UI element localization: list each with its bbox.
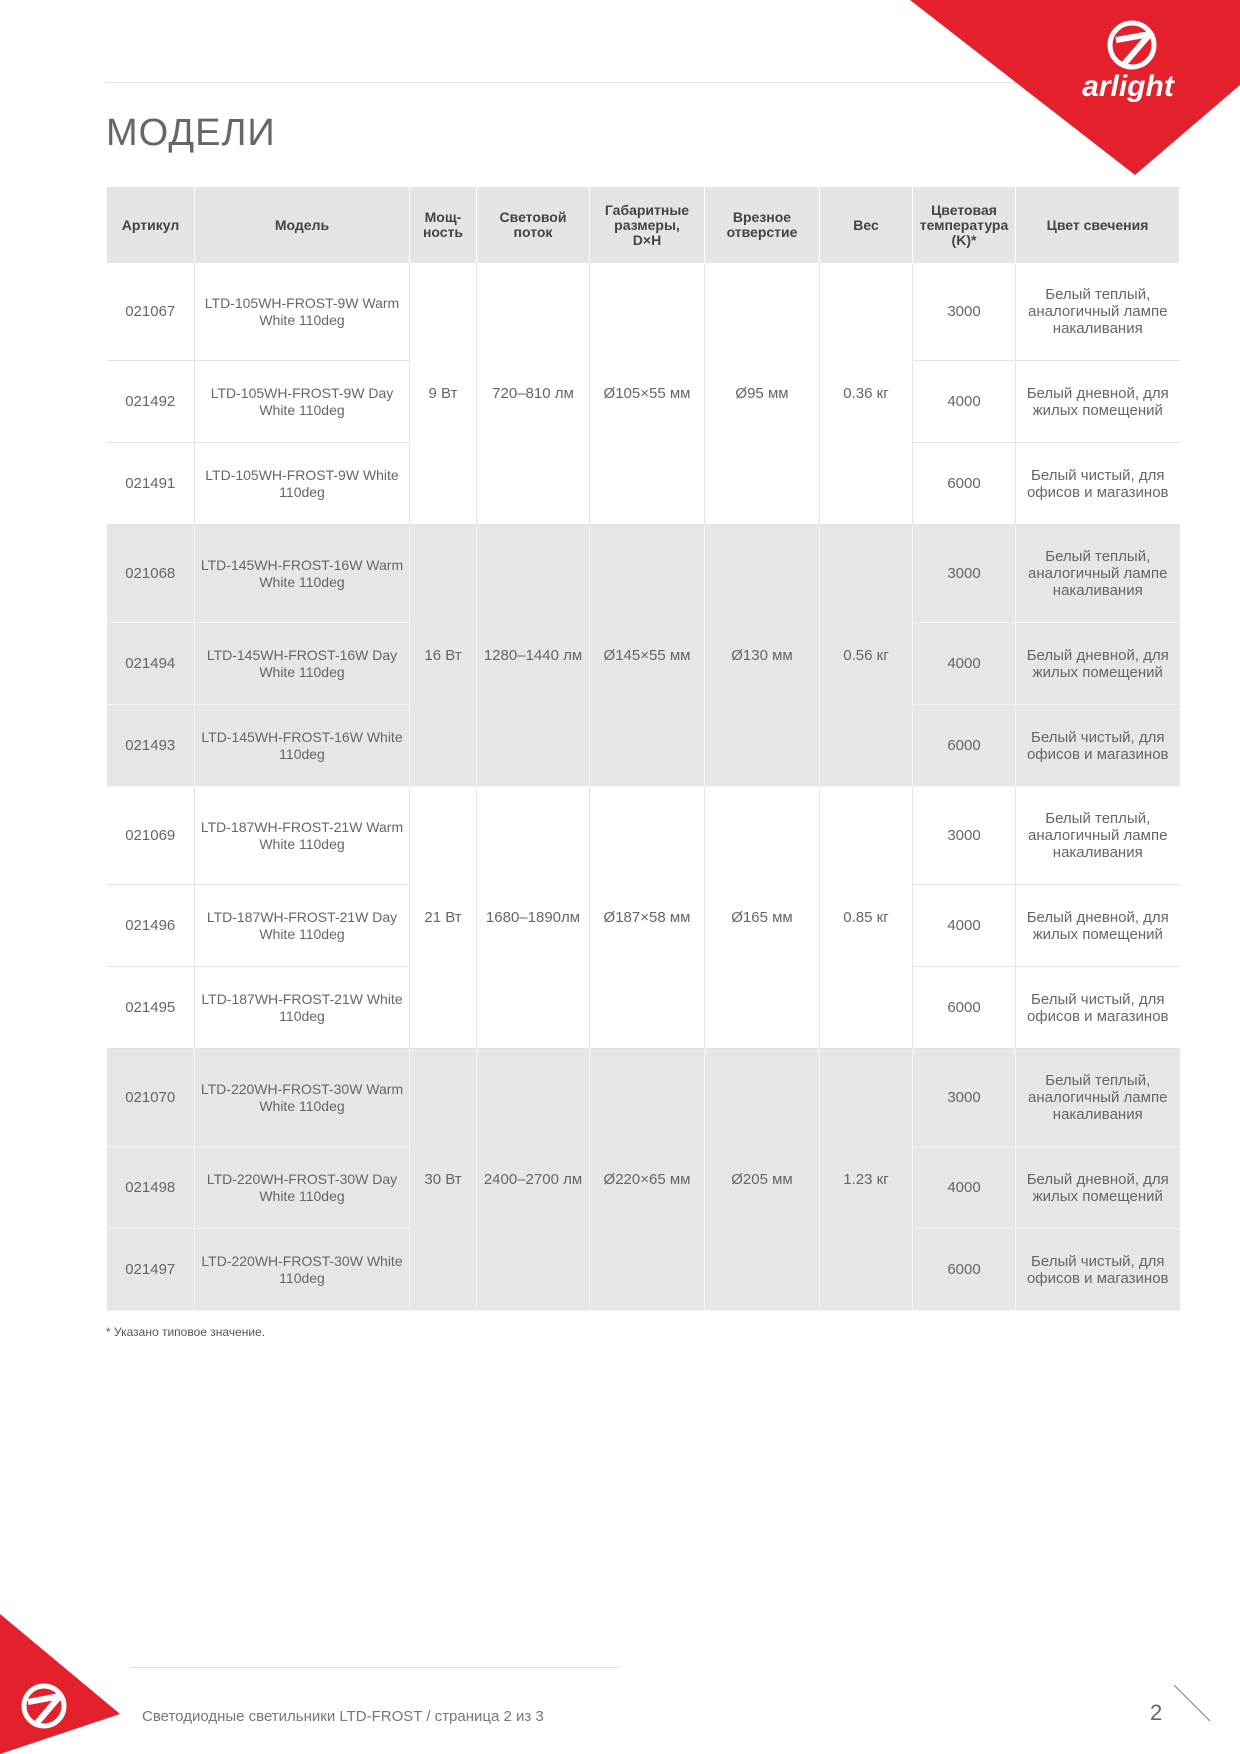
footer-text: Светодиодные светильники LTD-FROST / страница 2 из 3: [142, 1708, 544, 1725]
cutout-cell: Ø165 мм: [705, 787, 820, 1049]
temp-cell: 6000: [913, 443, 1016, 525]
temp-cell: 4000: [913, 885, 1016, 967]
weight-cell: 1.23 кг: [820, 1049, 913, 1311]
power-cell: 9 Вт: [410, 263, 477, 525]
weight-cell: 0.36 кг: [820, 263, 913, 525]
color-cell: Белый теплый, аналогичный лампе накаливания: [1016, 787, 1180, 885]
model-cell: LTD-105WH-FROST-9W Day White 110deg: [195, 361, 410, 443]
models-table: [106, 187, 1180, 1311]
weight-cell: 0.56 кг: [820, 525, 913, 787]
color-cell: Белый чистый, для офисов и магазинов: [1016, 1229, 1180, 1311]
weight-cell: 0.85 кг: [820, 787, 913, 1049]
header-sku: Артикул: [107, 187, 195, 263]
color-cell: Белый теплый, аналогичный лампе накаливания: [1016, 1049, 1180, 1147]
temp-cell: 3000: [913, 787, 1016, 885]
power-cell: 16 Вт: [410, 525, 477, 787]
flux-cell: 720–810 лм: [477, 263, 590, 525]
header-dims: Габаритные размеры, D×H: [590, 187, 705, 263]
temp-cell: 4000: [913, 361, 1016, 443]
header-temp: Цветовая температура (K)*: [913, 187, 1016, 263]
brand-wordmark: arlight: [1082, 70, 1174, 103]
cutout-cell: Ø130 мм: [705, 525, 820, 787]
color-cell: Белый дневной, для жилых помещений: [1016, 885, 1180, 967]
sku-cell: 021067: [107, 263, 195, 361]
color-cell: Белый чистый, для офисов и магазинов: [1016, 705, 1180, 787]
color-cell: Белый теплый, аналогичный лампе накаливания: [1016, 263, 1180, 361]
sku-cell: 021495: [107, 967, 195, 1049]
dims-cell: Ø105×55 мм: [590, 263, 705, 525]
arlight-bottom-logo: [0, 1614, 120, 1754]
top-divider: [106, 82, 1036, 83]
color-cell: Белый теплый, аналогичный лампе накаливания: [1016, 525, 1180, 623]
temp-cell: 6000: [913, 1229, 1016, 1311]
flux-cell: 1680–1890лм: [477, 787, 590, 1049]
table-row: [107, 263, 1180, 361]
temp-cell: 3000: [913, 263, 1016, 361]
temp-cell: 3000: [913, 525, 1016, 623]
color-cell: Белый дневной, для жилых помещений: [1016, 1147, 1180, 1229]
model-cell: LTD-105WH-FROST-9W Warm White 110deg: [195, 263, 410, 361]
model-cell: LTD-187WH-FROST-21W White 110deg: [195, 967, 410, 1049]
header-model: Модель: [195, 187, 410, 263]
model-cell: LTD-187WH-FROST-21W Warm White 110deg: [195, 787, 410, 885]
model-cell: LTD-220WH-FROST-30W White 110deg: [195, 1229, 410, 1311]
sku-cell: 021497: [107, 1229, 195, 1311]
table-row: [107, 1049, 1180, 1147]
bottom-divider: [130, 1667, 620, 1668]
cutout-cell: Ø205 мм: [705, 1049, 820, 1311]
header-flux: Световой поток: [477, 187, 590, 263]
page-number: 2: [1150, 1700, 1163, 1725]
color-cell: Белый дневной, для жилых помещений: [1016, 361, 1180, 443]
model-cell: LTD-220WH-FROST-30W Day White 110deg: [195, 1147, 410, 1229]
flux-cell: 2400–2700 лм: [477, 1049, 590, 1311]
model-cell: LTD-145WH-FROST-16W Day White 110deg: [195, 623, 410, 705]
temp-cell: 6000: [913, 967, 1016, 1049]
power-cell: 21 Вт: [410, 787, 477, 1049]
sku-cell: 021068: [107, 525, 195, 623]
model-cell: LTD-220WH-FROST-30W Warm White 110deg: [195, 1049, 410, 1147]
header-cutout: Врезное отверстие: [705, 187, 820, 263]
color-cell: Белый чистый, для офисов и магазинов: [1016, 443, 1180, 525]
sku-cell: 021493: [107, 705, 195, 787]
page-title: МОДЕЛИ: [106, 112, 276, 154]
sku-cell: 021069: [107, 787, 195, 885]
model-cell: LTD-145WH-FROST-16W Warm White 110deg: [195, 525, 410, 623]
sku-cell: 021070: [107, 1049, 195, 1147]
table-header-row: [107, 187, 1180, 263]
power-cell: 30 Вт: [410, 1049, 477, 1311]
color-cell: Белый дневной, для жилых помещений: [1016, 623, 1180, 705]
dims-cell: Ø145×55 мм: [590, 525, 705, 787]
header-weight: Вес: [820, 187, 913, 263]
header-power: Мощ- ность: [410, 187, 477, 263]
page-corner-slash: [1172, 1683, 1212, 1723]
table-row: [107, 787, 1180, 885]
cutout-cell: Ø95 мм: [705, 263, 820, 525]
footnote: * Указано типовое значение.: [106, 1325, 266, 1339]
arlight-corner-logo: [910, 0, 1240, 180]
color-cell: Белый чистый, для офисов и магазинов: [1016, 967, 1180, 1049]
sku-cell: 021498: [107, 1147, 195, 1229]
table-row: [107, 525, 1180, 623]
temp-cell: 6000: [913, 705, 1016, 787]
flux-cell: 1280–1440 лм: [477, 525, 590, 787]
dims-cell: Ø187×58 мм: [590, 787, 705, 1049]
header-color: Цвет свечения: [1016, 187, 1180, 263]
sku-cell: 021492: [107, 361, 195, 443]
temp-cell: 3000: [913, 1049, 1016, 1147]
temp-cell: 4000: [913, 623, 1016, 705]
dims-cell: Ø220×65 мм: [590, 1049, 705, 1311]
temp-cell: 4000: [913, 1147, 1016, 1229]
model-cell: LTD-145WH-FROST-16W White 110deg: [195, 705, 410, 787]
sku-cell: 021494: [107, 623, 195, 705]
sku-cell: 021496: [107, 885, 195, 967]
models-table-body: [107, 263, 1180, 1311]
sku-cell: 021491: [107, 443, 195, 525]
model-cell: LTD-187WH-FROST-21W Day White 110deg: [195, 885, 410, 967]
model-cell: LTD-105WH-FROST-9W White 110deg: [195, 443, 410, 525]
